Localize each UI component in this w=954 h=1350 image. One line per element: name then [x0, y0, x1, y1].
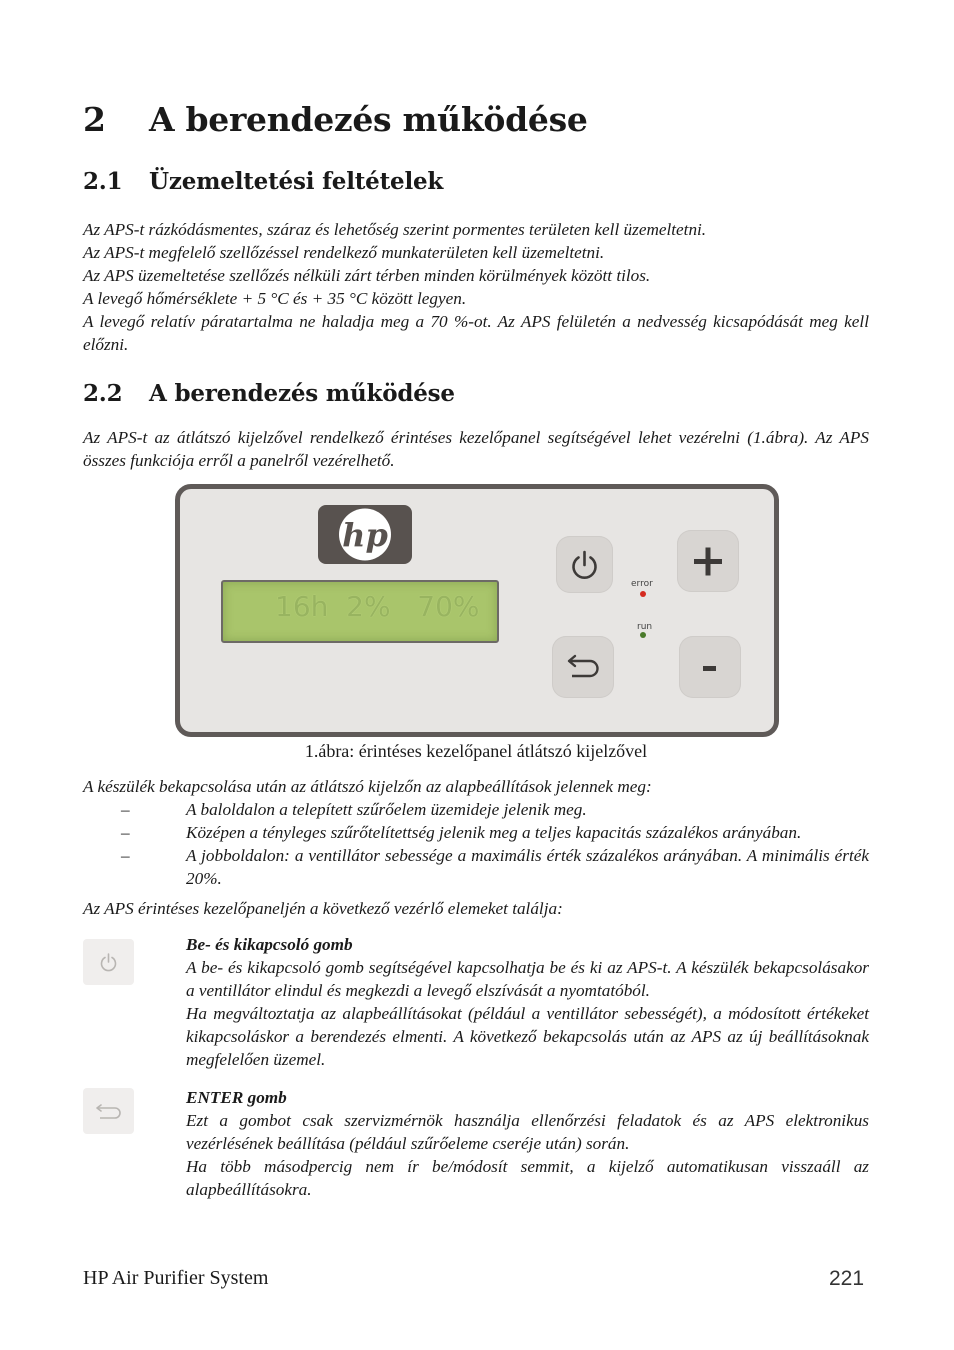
- enter-button-thumbnail: [83, 1088, 134, 1134]
- section-2-2-heading: [83, 380, 455, 407]
- item-text: Ha több másodpercig nem ír be/módosít semmit, a kijelző automatikusan visszaáll az alapbeállításokra.: [186, 1157, 869, 1199]
- condition-line: A levegő hőmérséklete + 5 °C és + 35 °C között legyen.: [83, 289, 467, 308]
- plus-button[interactable]: [677, 530, 739, 592]
- condition-line: Az APS üzemeltetése szellőzés nélküli zárt térben minden körülmények között tilos.: [83, 266, 651, 285]
- section-2-1-title: Üzemeltetési feltételek: [149, 168, 444, 195]
- bullet-text: A jobboldalon: a ventillátor sebessége a maximális érték százalékos arányában. A minimális érték 20%.: [186, 846, 869, 888]
- operating-conditions: [83, 218, 869, 356]
- minus-button[interactable]: [679, 636, 741, 698]
- controls-intro: Az APS érintéses kezelőpaneljén a következő vezérlő elemeket találja:: [83, 899, 563, 918]
- figure-caption: 1.ábra: érintéses kezelőpanel átlátszó kijelzővel: [304, 741, 648, 761]
- item-title: Be- és kikapcsoló gomb: [186, 935, 353, 954]
- condition-line: Az APS-t rázkódásmentes, száraz és lehetőség szerint pormentes területen kell üzemeltetni.: [83, 220, 707, 239]
- chapter-title: A berendezés működése: [149, 100, 588, 139]
- hp-logo-graphic: [318, 505, 412, 564]
- bullet-dash: –: [121, 800, 130, 819]
- section-2-2-number: 2.2: [83, 380, 123, 407]
- lcd-display: [221, 580, 499, 643]
- section-2-1-number: 2.1: [83, 168, 123, 195]
- bullet-dash: –: [121, 823, 130, 842]
- enter-button-description: [186, 1086, 869, 1201]
- chapter-number: 2: [83, 100, 106, 139]
- run-led-label: run: [637, 622, 653, 632]
- hp-logo-text: hp: [342, 516, 388, 554]
- power-button[interactable]: [556, 536, 613, 593]
- section-2-2-intro: Az APS-t az átlátszó kijelzővel rendelkező érintéses kezelőpanel segítségével lehet vezérelni (1.ábra). Az APS összes funkciója erről a panelről vezérelhető.: [83, 428, 869, 470]
- lcd-display-text: 16h 2% 70%: [275, 590, 480, 623]
- power-icon: [83, 939, 134, 985]
- item-text: Ezt a gombot csak szervizmérnök használja ellenőrzési feladatok és az APS elektronikus vezérlésének beállítása (például szűrőeleme cseréje után) során.: [186, 1111, 869, 1153]
- power-button-description: [186, 933, 869, 1071]
- enter-icon: [552, 636, 614, 698]
- plus-icon: [677, 530, 739, 592]
- enter-icon: [83, 1088, 134, 1134]
- section-2-2-title: A berendezés működése: [149, 380, 455, 407]
- item-title: ENTER gomb: [186, 1088, 287, 1107]
- section-2-1-heading: [83, 168, 443, 195]
- hp-logo: [318, 505, 412, 564]
- error-led-label: error: [631, 579, 653, 589]
- bullet-text: A baloldalon a telepített szűrőelem üzemideje jelenik meg.: [186, 800, 587, 819]
- page-number: 221: [829, 1267, 865, 1290]
- bullet-item: [83, 844, 869, 890]
- bullet-dash: –: [121, 846, 130, 865]
- minus-icon: [679, 636, 741, 698]
- condition-line: Az APS-t megfelelő szellőzéssel rendelkező munkaterületen kell üzemeltetni.: [83, 243, 605, 262]
- footer-title: HP Air Purifier System: [83, 1267, 269, 1289]
- bullet-item: [83, 798, 869, 821]
- power-button-thumbnail: [83, 939, 134, 985]
- bullet-text: Középen a tényleges szűrőtelítettség jelenik meg a teljes kapacitás százalékos arányában.: [186, 823, 802, 842]
- error-led: [640, 591, 646, 597]
- condition-line: A levegő relatív páratartalma ne haladja meg a 70 %-ot. Az APS felületén a nedvesség kicsapódását meg kell előzni.: [83, 312, 869, 354]
- run-led: [640, 632, 646, 638]
- enter-button[interactable]: [552, 636, 614, 698]
- item-text: A be- és kikapcsoló gomb segítségével kapcsolhatja be és ki az APS-t. A készülék bekapcsolásakor a ventillátor elindul és megkezdi a levegő elszívását a nyomtatóból.: [186, 958, 869, 1000]
- chapter-heading: [83, 100, 588, 139]
- bullet-item: [83, 821, 869, 844]
- power-icon: [556, 536, 613, 593]
- after-power-on-text: A készülék bekapcsolása után az átlátszó kijelzőn az alapbeállítások jelennek meg:: [83, 777, 652, 796]
- item-text: Ha megváltoztatja az alapbeállításokat (például a ventillátor sebességét), a módosított értékeket kikapcsoláskor a berendezés elmenti. A következő bekapcsolás után az APS az új beállításoknak megfelelően üzemel.: [186, 1004, 869, 1069]
- control-panel-figure: [175, 484, 779, 737]
